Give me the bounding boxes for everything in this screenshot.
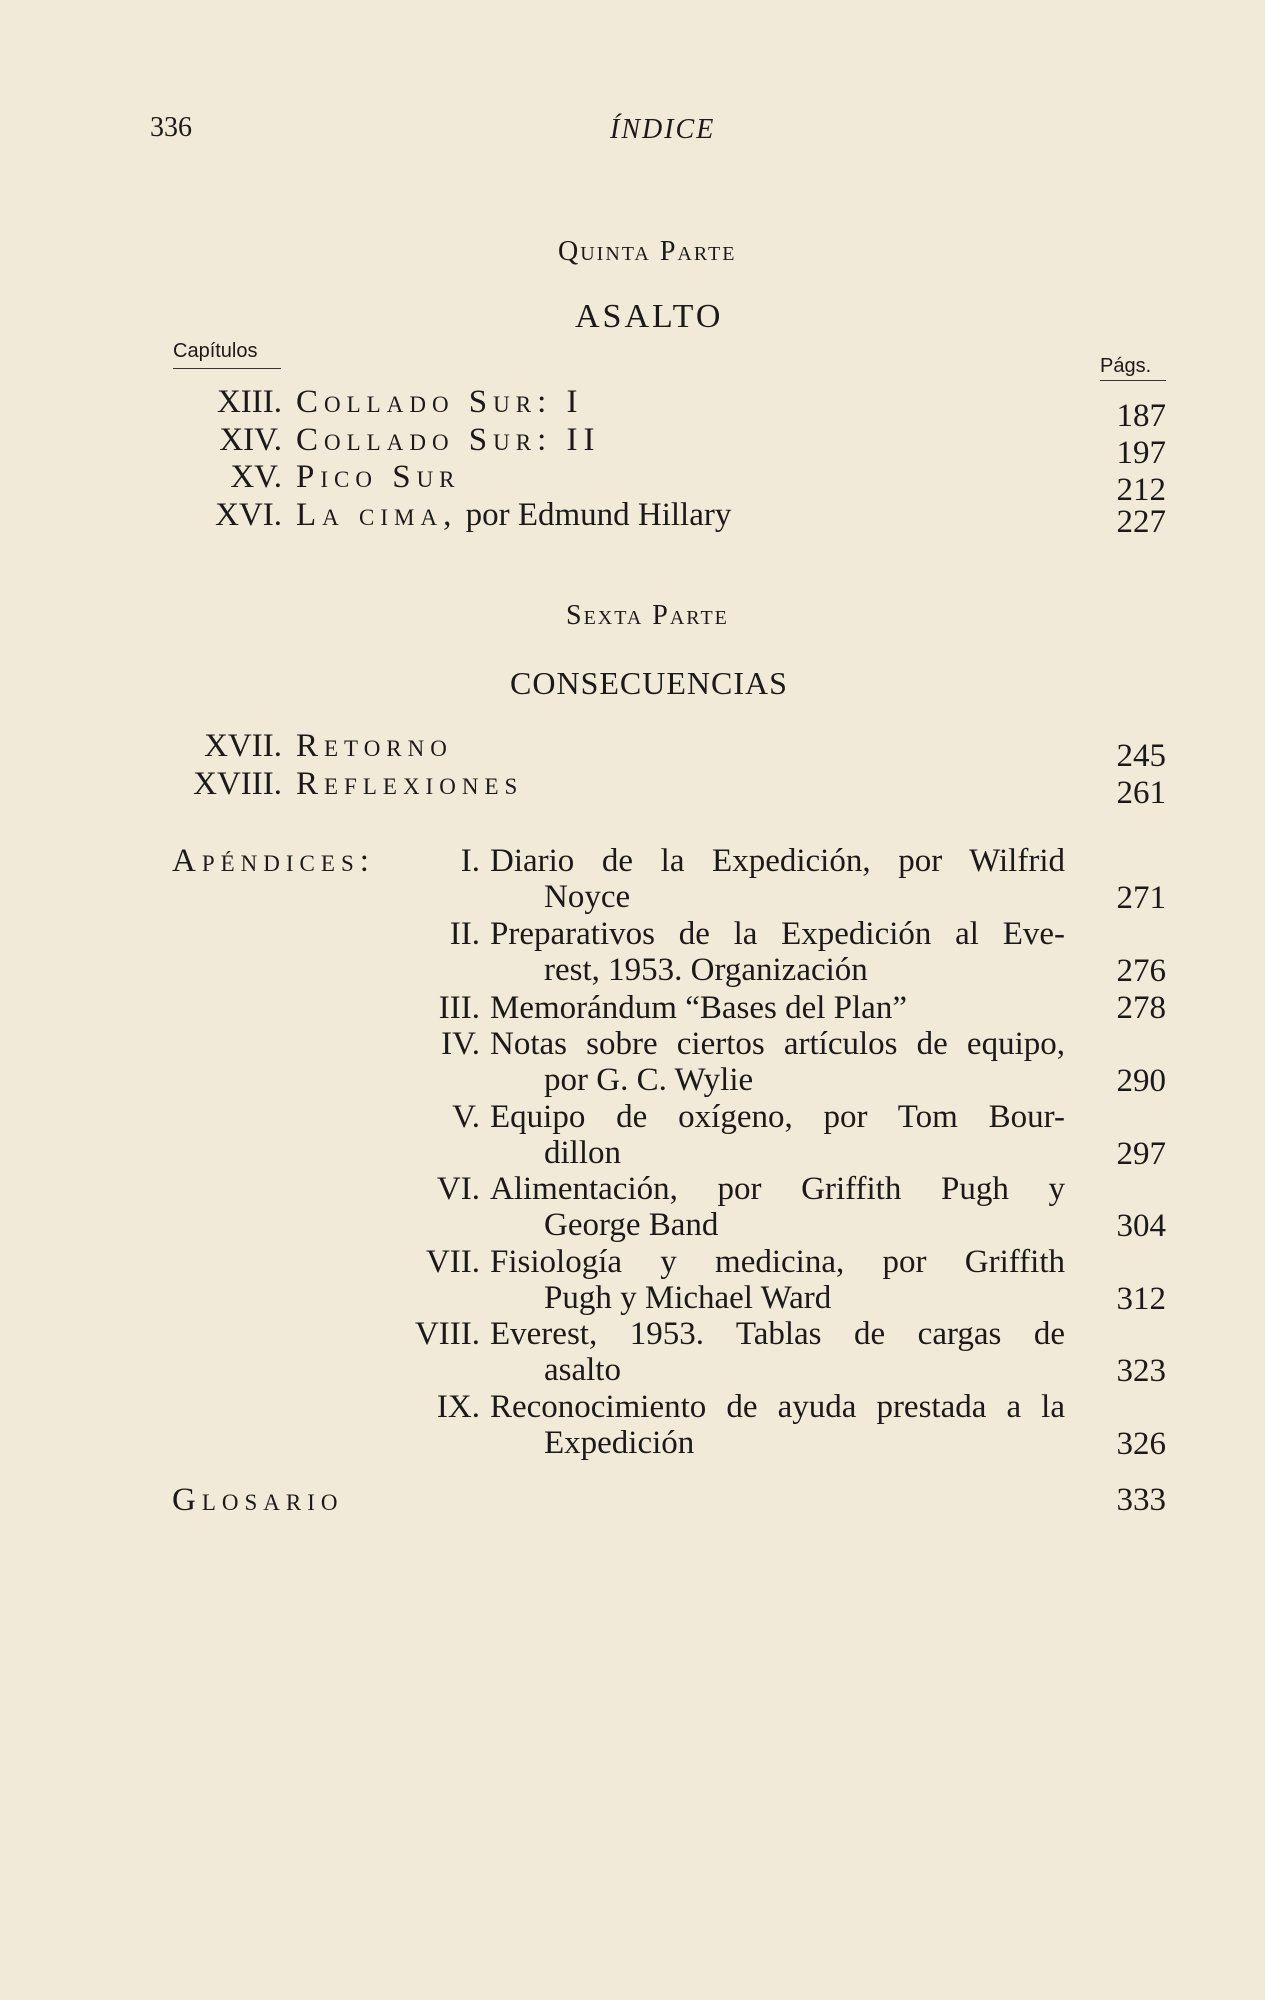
appendix-number: VI. [436, 1171, 480, 1207]
chapter-page: 245 [1116, 738, 1166, 774]
appendix-title-line1: Equipo de oxígeno, por Tom Bour- [490, 1099, 1065, 1135]
appendix-title-line1: Preparativos de la Expedición al Eve- [490, 916, 1065, 952]
part5-label: Quinta Parte [558, 236, 737, 267]
pages-column-label: Págs. [1100, 355, 1152, 377]
chapter-title: La cima, [296, 497, 458, 533]
appendix-page: 323 [1116, 1353, 1166, 1389]
appendix-number: I. [460, 843, 480, 879]
appendix-number: III. [438, 990, 480, 1026]
appendices-label: Apéndices: [172, 843, 375, 879]
appendix-title-line1: Everest, 1953. Tablas de cargas de [490, 1316, 1065, 1352]
chapter-author: por Edmund Hillary [465, 497, 732, 533]
chapter-title: Pico Sur [296, 459, 461, 495]
chapters-column-rule [173, 368, 281, 369]
chapter-title: Collado Sur: II [296, 422, 601, 458]
chapter-page: 187 [1116, 398, 1166, 434]
appendix-number: VIII. [414, 1316, 480, 1352]
appendix-number: IX. [436, 1389, 480, 1425]
part6-label: Sexta Parte [566, 600, 729, 631]
appendix-title-line1: Fisiología y medicina, por Griffith [490, 1244, 1065, 1280]
chapter-number: XV. [230, 459, 282, 495]
appendix-number: VII. [425, 1244, 480, 1280]
chapters-column-label: Capítulos [173, 340, 258, 362]
appendix-title-line1: Alimentación, por Griffith Pugh y [490, 1171, 1065, 1207]
appendix-number: II. [449, 916, 480, 952]
appendix-title-line2: rest, 1953. Organización [544, 952, 868, 988]
chapter-title: Collado Sur: I [296, 384, 584, 420]
appendix-title-line2: Pugh y Michael Ward [544, 1280, 832, 1316]
appendix-title-line2: Expedición [544, 1425, 695, 1461]
appendix-title-line2: por G. C. Wylie [544, 1062, 754, 1098]
glossary-label: Glosario [172, 1482, 344, 1518]
part6-title: CONSECUENCIAS [510, 665, 788, 701]
glossary-page: 333 [1116, 1482, 1166, 1518]
appendix-title-line2: dillon [544, 1135, 622, 1171]
chapter-title: Reflexiones [296, 766, 524, 802]
appendix-title-line1: Diario de la Expedición, por Wilfrid [490, 843, 1065, 879]
chapter-page: 261 [1116, 775, 1166, 811]
chapter-title-line [296, 497, 731, 533]
appendix-page: 304 [1116, 1208, 1166, 1244]
chapter-title: Retorno [296, 728, 453, 764]
chapter-number: XIV. [219, 422, 282, 458]
appendix-page: 271 [1116, 880, 1166, 916]
appendix-title-line1: Memorándum “Bases del Plan” [490, 990, 907, 1026]
appendix-page: 276 [1116, 953, 1166, 989]
appendix-page: 297 [1116, 1136, 1166, 1172]
appendix-page: 326 [1116, 1426, 1166, 1462]
appendix-title-line2: Noyce [544, 879, 631, 915]
chapter-number: XVIII. [193, 766, 282, 802]
appendix-title-line2: George Band [544, 1207, 719, 1243]
appendix-page: 290 [1116, 1063, 1166, 1099]
chapter-page: 212 [1116, 472, 1166, 508]
chapter-number: XIII. [216, 384, 282, 420]
appendix-title-line2: asalto [544, 1352, 621, 1388]
appendix-page: 278 [1116, 990, 1166, 1026]
appendix-number: IV. [441, 1026, 480, 1062]
page-number: 336 [150, 112, 192, 143]
chapter-number: XVII. [204, 728, 282, 764]
chapter-page: 227 [1116, 504, 1166, 540]
appendix-page: 312 [1116, 1281, 1166, 1317]
running-header-title: ÍNDICE [610, 114, 716, 145]
appendix-number: V. [452, 1099, 480, 1135]
chapter-number: XVI. [215, 497, 282, 533]
appendix-title-line1: Notas sobre ciertos artículos de equipo, [490, 1026, 1065, 1062]
appendix-title-line1: Reconocimiento de ayuda prestada a la [490, 1389, 1065, 1425]
part5-title: ASALTO [575, 298, 724, 335]
chapter-page: 197 [1116, 435, 1166, 471]
pages-column-rule [1100, 380, 1166, 381]
